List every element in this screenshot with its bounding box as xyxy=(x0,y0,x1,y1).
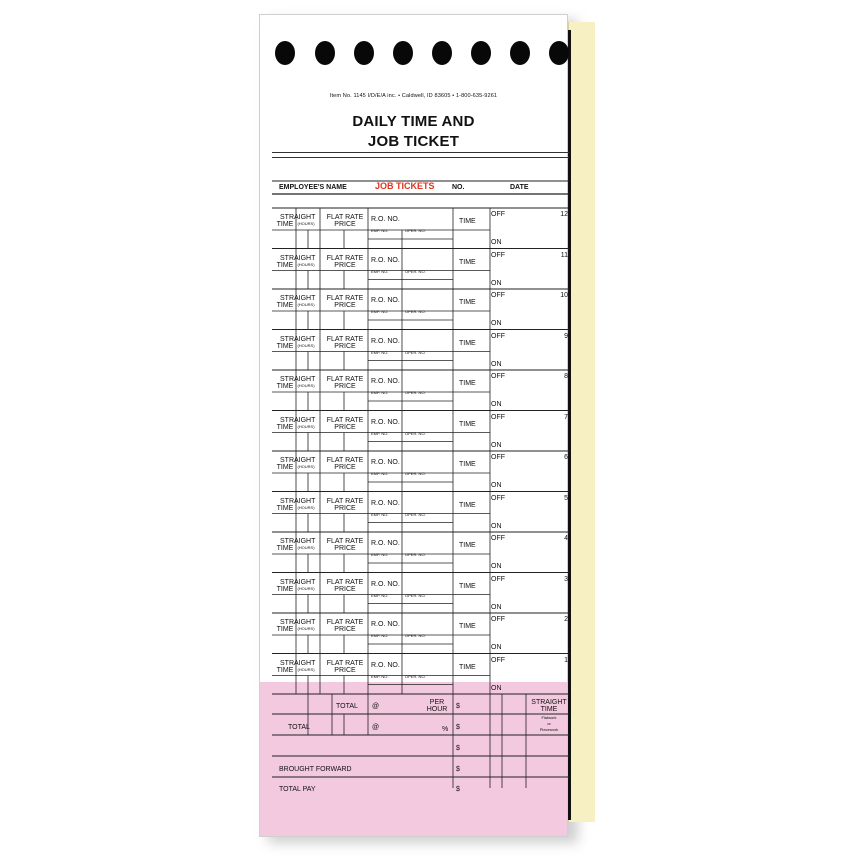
item-number-line: Item No. 1145 I/D/E/A inc. • Caldwell, ID 83605 • 1-800-635-9261 xyxy=(329,93,498,99)
time-label: TIME xyxy=(459,461,476,468)
number-label: NO. xyxy=(452,184,465,191)
on-label: ON xyxy=(491,522,502,530)
flat-rate-2-label: PRICE xyxy=(334,545,356,552)
straight-time-1-label: STRAIGHT xyxy=(280,214,316,221)
ro-no-label: R.O. NO. xyxy=(371,540,400,547)
straight-time-label: STRAIGHT xyxy=(531,699,567,706)
flat-rate-2-label: PRICE xyxy=(334,221,356,228)
emp-no-label: EMP. NO. xyxy=(371,390,389,395)
time-label: TIME xyxy=(459,339,476,347)
on-label: ON xyxy=(491,603,502,611)
binding-hole xyxy=(510,41,530,65)
straight-time-2-label: TIME xyxy=(276,545,294,552)
straight-time-1-label: STRAIGHT xyxy=(280,376,316,383)
ro-no-label: R.O. NO. xyxy=(371,297,400,304)
oper-no-label: OPER. NO. xyxy=(405,673,426,679)
on-label: ON xyxy=(491,441,502,449)
row-number: 6 xyxy=(564,454,568,461)
flatwork-label: Piecework xyxy=(539,727,559,732)
off-label: OFF xyxy=(491,413,505,421)
straight-time-2-label: TIME xyxy=(276,302,294,309)
flat-rate-2-label: PRICE xyxy=(334,423,356,431)
form-title-line-1: DAILY TIME AND xyxy=(352,113,475,130)
binding-holes xyxy=(260,41,567,67)
flat-rate-2-label: PRICE xyxy=(334,464,356,471)
percent-sign: % xyxy=(442,726,449,733)
flat-rate-2-label: PRICE xyxy=(334,383,356,390)
hours-label: (HOURS) xyxy=(297,261,315,267)
straight-time-2-label: TIME xyxy=(276,221,294,228)
flat-rate-1-label: FLAT RATE xyxy=(326,497,364,505)
time-label: TIME xyxy=(459,542,476,549)
oper-no-label: OPER. NO. xyxy=(405,309,426,314)
ro-no-label: R.O. NO. xyxy=(371,580,400,588)
off-label: OFF xyxy=(491,251,505,259)
straight-time-2-label: TIME xyxy=(276,423,294,431)
emp-no-label: EMP. NO. xyxy=(371,673,389,679)
off-label: OFF xyxy=(491,332,505,340)
binding-hole xyxy=(471,41,491,65)
flat-rate-1-label: FLAT RATE xyxy=(326,254,364,262)
oper-no-label: OPER. NO. xyxy=(405,633,426,638)
hours-label: (HOURS) xyxy=(297,464,315,469)
flat-rate-2-label: PRICE xyxy=(334,626,356,633)
binding-hole xyxy=(354,41,374,65)
binding-hole xyxy=(549,41,569,65)
emp-no-label: EMP. NO. xyxy=(371,228,389,233)
straight-time-1-label: STRAIGHT xyxy=(280,335,316,343)
emp-no-label: EMP. NO. xyxy=(371,430,389,436)
emp-no-label: EMP. NO. xyxy=(371,268,389,274)
flatwork-label: Flatwork xyxy=(541,715,557,720)
emp-no-label: EMP. NO. xyxy=(371,552,389,557)
yellow-copy-sheet xyxy=(568,22,595,822)
straight-time-1-label: STRAIGHT xyxy=(280,497,316,505)
ro-no-label: R.O. NO. xyxy=(371,661,400,669)
straight-time-2-label: TIME xyxy=(276,383,294,390)
straight-time-1-label: STRAIGHT xyxy=(280,254,316,262)
straight-time-1-label: STRAIGHT xyxy=(280,538,316,545)
ticket-grid xyxy=(272,175,569,793)
off-label: OFF xyxy=(491,211,505,218)
row-number: 10 xyxy=(560,292,568,299)
ro-no-label: R.O. NO. xyxy=(371,418,400,426)
binding-hole xyxy=(393,41,413,65)
flat-rate-1-label: FLAT RATE xyxy=(326,416,364,424)
hours-label: (HOURS) xyxy=(297,302,315,307)
oper-no-label: OPER. NO. xyxy=(405,471,426,476)
off-label: OFF xyxy=(491,494,505,502)
oper-no-label: OPER. NO. xyxy=(405,592,426,598)
emp-no-label: EMP. NO. xyxy=(371,349,389,355)
hours-label: (HOURS) xyxy=(297,342,315,348)
time-label: TIME xyxy=(459,623,476,630)
row-number: 2 xyxy=(564,616,568,623)
straight-time-2-label: TIME xyxy=(276,626,294,633)
flatwork-label: or xyxy=(547,721,551,726)
time-label: TIME xyxy=(459,299,476,306)
row-number: 7 xyxy=(564,413,568,421)
total-label: TOTAL xyxy=(336,703,358,710)
binding-hole xyxy=(315,41,335,65)
straight-time-2-label: TIME xyxy=(276,504,294,512)
flat-rate-2-label: PRICE xyxy=(334,342,356,350)
straight-time-1-label: STRAIGHT xyxy=(280,578,316,586)
flat-rate-1-label: FLAT RATE xyxy=(326,538,364,545)
straight-time-2-label: TIME xyxy=(276,464,294,471)
date-label: DATE xyxy=(510,184,529,191)
time-label: TIME xyxy=(459,501,476,509)
flat-rate-2-label: PRICE xyxy=(334,666,356,674)
hours-label: (HOURS) xyxy=(297,221,315,226)
off-label: OFF xyxy=(491,454,505,461)
straight-time-2-label: TIME xyxy=(276,261,294,269)
flat-rate-2-label: PRICE xyxy=(334,504,356,512)
row-number: 9 xyxy=(564,332,568,340)
off-label: OFF xyxy=(491,616,505,623)
grid-lines xyxy=(272,175,569,788)
off-label: OFF xyxy=(491,656,505,664)
oper-no-label: OPER. NO. xyxy=(405,228,426,233)
at-sign: @ xyxy=(372,724,380,731)
emp-no-label: EMP. NO. xyxy=(371,592,389,598)
row-number: 12 xyxy=(560,211,568,218)
flat-rate-1-label: FLAT RATE xyxy=(326,295,364,302)
dollar-sign: $ xyxy=(456,786,460,793)
flat-rate-2-label: PRICE xyxy=(334,302,356,309)
hours-label: (HOURS) xyxy=(297,626,315,631)
job-tickets-label: JOB TICKETS xyxy=(375,181,435,191)
on-label: ON xyxy=(491,644,502,651)
on-label: ON xyxy=(491,320,502,327)
on-label: ON xyxy=(491,401,502,408)
binding-hole xyxy=(275,41,295,65)
on-label: ON xyxy=(491,360,502,368)
brought-forward-label: BROUGHT FORWARD xyxy=(279,766,352,773)
oper-no-label: OPER. NO. xyxy=(405,552,426,557)
time-label: TIME xyxy=(459,218,476,225)
time-label: TIME xyxy=(459,420,476,428)
ro-no-label: R.O. NO. xyxy=(371,378,400,385)
oper-no-label: OPER. NO. xyxy=(405,511,426,517)
row-number: 11 xyxy=(560,251,568,259)
row-number: 1 xyxy=(564,656,568,664)
flat-rate-1-label: FLAT RATE xyxy=(326,659,364,667)
flat-rate-1-label: FLAT RATE xyxy=(326,214,364,221)
on-label: ON xyxy=(491,239,502,246)
form-title-line-2: JOB TICKET xyxy=(367,133,460,150)
on-label: ON xyxy=(491,279,502,287)
oper-no-label: OPER. NO. xyxy=(405,430,426,436)
dollar-sign: $ xyxy=(456,766,460,773)
off-label: OFF xyxy=(491,575,505,583)
row-number: 4 xyxy=(564,535,568,542)
total-pay-label: TOTAL PAY xyxy=(279,786,316,793)
flat-rate-1-label: FLAT RATE xyxy=(326,457,364,464)
straight-time-2-label: TIME xyxy=(276,342,294,350)
title-rule-top xyxy=(272,152,569,153)
straight-time-1-label: STRAIGHT xyxy=(280,619,316,626)
emp-no-label: EMP. NO. xyxy=(371,471,389,476)
on-label: ON xyxy=(491,563,502,570)
dollar-sign: $ xyxy=(456,745,460,752)
employee-name-label: EMPLOYEE'S NAME xyxy=(279,184,347,191)
job-ticket-pad xyxy=(259,14,568,837)
flat-rate-1-label: FLAT RATE xyxy=(326,578,364,586)
straight-time-1-label: STRAIGHT xyxy=(280,295,316,302)
emp-no-label: EMP. NO. xyxy=(371,511,389,517)
hours-label: (HOURS) xyxy=(297,504,315,510)
straight-time-2-label: TIME xyxy=(276,666,294,674)
emp-no-label: EMP. NO. xyxy=(371,309,389,314)
row-number: 3 xyxy=(564,575,568,583)
straight-time-2-label: TIME xyxy=(276,585,294,593)
time-label: TIME xyxy=(459,258,476,266)
row-number: 8 xyxy=(564,373,568,380)
time-label: TIME xyxy=(459,663,476,671)
row-number: 5 xyxy=(564,494,568,502)
flat-rate-1-label: FLAT RATE xyxy=(326,376,364,383)
hours-label: (HOURS) xyxy=(297,666,315,672)
dollar-sign: $ xyxy=(456,724,460,731)
flat-rate-2-label: PRICE xyxy=(334,261,356,269)
ro-no-label: R.O. NO. xyxy=(371,499,400,507)
binding-hole xyxy=(432,41,452,65)
flat-rate-1-label: FLAT RATE xyxy=(326,335,364,343)
straight-time-1-label: STRAIGHT xyxy=(280,659,316,667)
off-label: OFF xyxy=(491,535,505,542)
total-label: TOTAL xyxy=(288,724,310,731)
hours-label: (HOURS) xyxy=(297,383,315,388)
emp-no-label: EMP. NO. xyxy=(371,633,389,638)
ro-no-label: R.O. NO. xyxy=(371,337,400,345)
title-rule-bottom xyxy=(272,157,569,158)
per-label: PER xyxy=(429,699,445,706)
ro-no-label: R.O. NO. xyxy=(371,216,400,223)
oper-no-label: OPER. NO. xyxy=(405,390,426,395)
ro-no-label: R.O. NO. xyxy=(371,459,400,466)
off-label: OFF xyxy=(491,292,505,299)
off-label: OFF xyxy=(491,373,505,380)
oper-no-label: OPER. NO. xyxy=(405,349,426,355)
ro-no-label: R.O. NO. xyxy=(371,256,400,264)
straight-time-1-label: STRAIGHT xyxy=(280,457,316,464)
dollar-sign: $ xyxy=(456,703,460,710)
oper-no-label: OPER. NO. xyxy=(405,268,426,274)
hours-label: (HOURS) xyxy=(297,545,315,550)
hours-label: (HOURS) xyxy=(297,423,315,429)
hour-label: HOUR xyxy=(426,706,448,713)
ro-no-label: R.O. NO. xyxy=(371,621,400,628)
hours-label: (HOURS) xyxy=(297,585,315,591)
on-label: ON xyxy=(491,684,502,692)
straight-time-label: TIME xyxy=(540,706,558,713)
on-label: ON xyxy=(491,482,502,489)
at-sign: @ xyxy=(372,703,380,710)
flat-rate-1-label: FLAT RATE xyxy=(326,619,364,626)
time-label: TIME xyxy=(459,582,476,590)
straight-time-1-label: STRAIGHT xyxy=(280,416,316,424)
time-label: TIME xyxy=(459,380,476,387)
flat-rate-2-label: PRICE xyxy=(334,585,356,593)
